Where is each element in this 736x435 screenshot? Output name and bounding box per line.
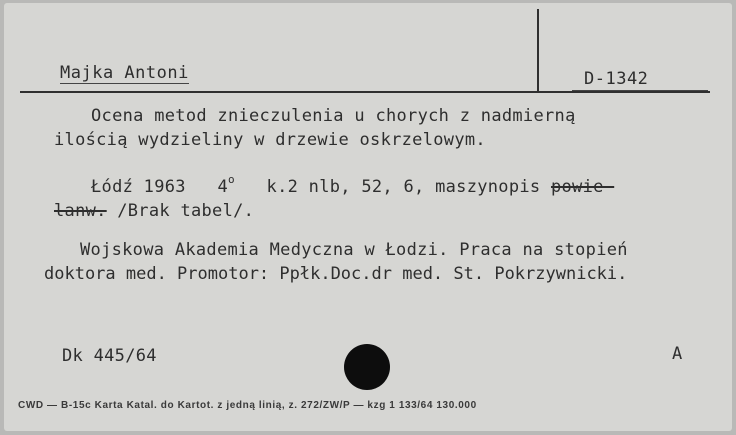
pagination: k.2 nlb, 52, 6, maszynopis	[266, 177, 541, 197]
tables-note: /Brak tabel/.	[117, 201, 255, 221]
format: 4	[217, 177, 228, 197]
institution-line-1: Wojskowa Akademia Medyczna w Łodzi. Praca na stopień	[80, 240, 628, 260]
call-number-underline	[572, 90, 708, 91]
title-line-2: ilością wydzieliny w drzewie oskrzelowym.	[54, 130, 486, 150]
dk-number: Dk 445/64	[62, 346, 157, 366]
format-sup: o	[227, 173, 235, 186]
printer-footer: CWD — B-15c Karta Katal. do Kartot. z jedną linią, z. 272/ZW/P — kzg 1 133/64 130.000	[18, 400, 477, 411]
title-line-1: Ocena metod znieczulenia u chorych z nadmierną	[91, 106, 576, 126]
author-name: Majka Antoni	[60, 63, 189, 83]
catalog-card	[4, 3, 732, 431]
place-year: Łódź 1963	[91, 177, 186, 197]
call-number: D-1342	[584, 69, 649, 89]
institution-line-2: doktora med. Promotor: Ppłk.Doc.dr med. St. Pokrzywnicki.	[44, 264, 628, 284]
horizontal-rule	[20, 91, 710, 93]
card-letter: A	[672, 344, 683, 364]
struck-word-2: lanw.	[54, 201, 107, 221]
punch-hole	[344, 344, 390, 390]
vertical-rule	[537, 9, 539, 93]
struck-word-1: powie-	[550, 177, 615, 197]
publication-line-2	[54, 201, 254, 221]
publication-line-1	[91, 173, 615, 197]
